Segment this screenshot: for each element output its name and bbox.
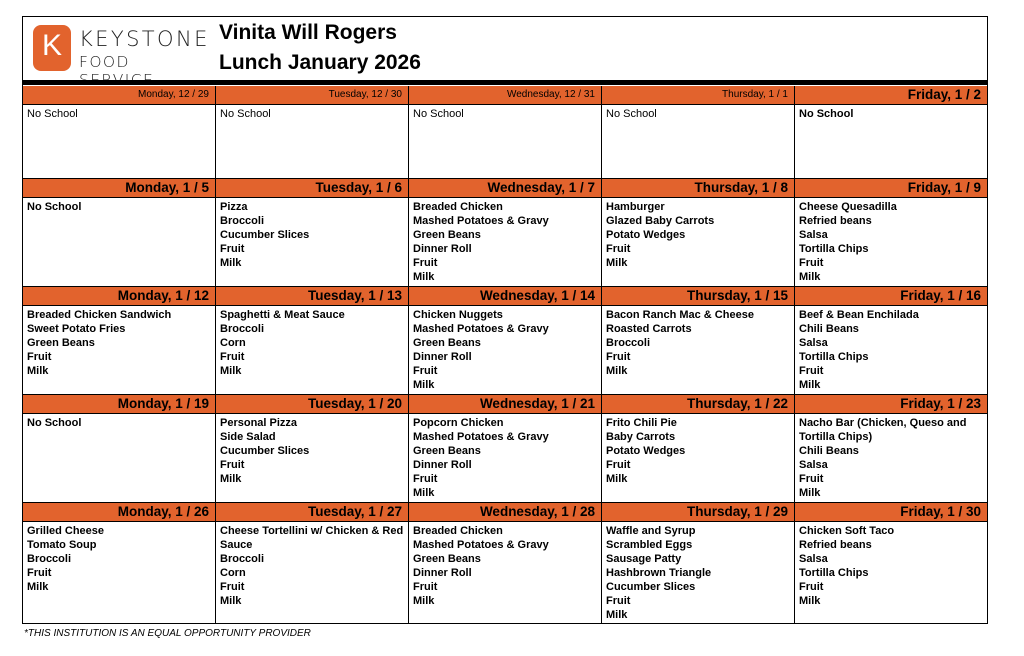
- day-cell: [409, 503, 602, 623]
- menu-item: Fruit: [799, 257, 824, 269]
- menu-item: Corn: [220, 337, 246, 349]
- menu-items: [602, 306, 794, 380]
- menu-items: [409, 306, 601, 394]
- menu-title: Lunch January 2026: [219, 51, 421, 74]
- menu-items: [602, 198, 794, 272]
- menu-item: Refried beans: [799, 539, 872, 551]
- week-row: [23, 287, 987, 395]
- day-header: Friday, 1 / 30: [795, 503, 987, 522]
- menu-items: [795, 198, 987, 286]
- menu-item: Sweet Potato Fries: [27, 323, 126, 335]
- menu-item: Frito Chili Pie: [606, 417, 677, 429]
- day-header: Friday, 1 / 9: [795, 179, 987, 198]
- menu-sheet: [22, 16, 988, 624]
- day-cell: [795, 503, 987, 623]
- menu-item: Milk: [606, 257, 628, 269]
- day-cell: [795, 395, 987, 503]
- week-row: [23, 86, 987, 179]
- menu-item: Nacho Bar (Chicken, Queso and Tortilla Chips): [799, 417, 967, 443]
- menu-item: Green Beans: [413, 337, 481, 349]
- menu-item: Bacon Ranch Mac & Cheese: [606, 309, 754, 321]
- day-cell: [409, 86, 602, 179]
- day-header: Thursday, 1 / 29: [602, 503, 794, 522]
- menu-item: Milk: [220, 257, 242, 269]
- menu-item: Tortilla Chips: [799, 567, 869, 579]
- menu-item: Salsa: [799, 337, 828, 349]
- menu-item: Waffle and Syrup: [606, 525, 696, 537]
- day-header: Wednesday, 1 / 14: [409, 287, 601, 306]
- menu-items: [23, 105, 215, 123]
- menu-item: Dinner Roll: [413, 243, 472, 255]
- school-name: Vinita Will Rogers: [219, 21, 397, 44]
- day-cell: [795, 287, 987, 395]
- menu-item: Chili Beans: [799, 445, 859, 457]
- day-cell: [216, 179, 409, 287]
- day-header: Monday, 1 / 19: [23, 395, 215, 414]
- menu-item: Breaded Chicken: [413, 201, 503, 213]
- menu-item: Milk: [413, 379, 435, 391]
- menu-item: Grilled Cheese: [27, 525, 105, 537]
- menu-item: Fruit: [606, 459, 631, 471]
- day-cell: [602, 86, 795, 179]
- menu-items: [409, 105, 601, 123]
- day-cell: [23, 503, 216, 623]
- menu-item: Beef & Bean Enchilada: [799, 309, 919, 321]
- menu-item: Milk: [799, 379, 821, 391]
- menu-item: Mashed Potatoes & Gravy: [413, 431, 549, 443]
- day-cell: [602, 179, 795, 287]
- menu-item: Salsa: [799, 553, 828, 565]
- day-cell: [409, 179, 602, 287]
- header: [23, 17, 987, 81]
- menu-item: No School: [220, 108, 271, 120]
- menu-item: Breaded Chicken Sandwich: [27, 309, 172, 321]
- menu-item: Dinner Roll: [413, 459, 472, 471]
- menu-items: [602, 414, 794, 488]
- menu-items: [602, 105, 794, 123]
- menu-item: Green Beans: [413, 553, 481, 565]
- menu-item: No School: [606, 108, 657, 120]
- menu-item: Milk: [799, 595, 821, 607]
- day-header: Thursday, 1 / 1: [602, 86, 794, 105]
- menu-item: Breaded Chicken: [413, 525, 503, 537]
- menu-item: Roasted Carrots: [606, 323, 692, 335]
- day-header: Wednesday, 1 / 28: [409, 503, 601, 522]
- day-cell: [216, 86, 409, 179]
- menu-item: Chili Beans: [799, 323, 859, 335]
- menu-item: Cucumber Slices: [220, 229, 310, 241]
- menu-item: Spaghetti & Meat Sauce: [220, 309, 345, 321]
- menu-item: Milk: [606, 609, 628, 621]
- menu-item: Milk: [413, 487, 435, 499]
- menu-item: Fruit: [220, 581, 245, 593]
- day-header: Thursday, 1 / 22: [602, 395, 794, 414]
- menu-item: Cucumber Slices: [220, 445, 310, 457]
- menu-item: Dinner Roll: [413, 351, 472, 363]
- menu-item: Milk: [220, 473, 242, 485]
- day-header: Thursday, 1 / 8: [602, 179, 794, 198]
- menu-item: Fruit: [220, 243, 245, 255]
- day-cell: [602, 395, 795, 503]
- menu-items: [795, 105, 987, 123]
- menu-item: Broccoli: [220, 553, 265, 565]
- menu-item: Fruit: [413, 473, 438, 485]
- day-header: Friday, 1 / 23: [795, 395, 987, 414]
- menu-item: Milk: [220, 365, 242, 377]
- menu-item: Refried beans: [799, 215, 872, 227]
- menu-item: Broccoli: [27, 553, 72, 565]
- day-cell: [216, 287, 409, 395]
- keystone-logo: [33, 24, 211, 74]
- menu-item: Pizza: [220, 201, 248, 213]
- menu-item: Side Salad: [220, 431, 276, 443]
- logo-line1: KEYSTONE: [79, 27, 210, 51]
- menu-item: Cucumber Slices: [606, 581, 696, 593]
- day-cell: [602, 287, 795, 395]
- day-header: Thursday, 1 / 15: [602, 287, 794, 306]
- logo-letter: K: [41, 29, 62, 62]
- menu-items: [23, 414, 215, 432]
- day-cell: [23, 86, 216, 179]
- day-cell: [409, 287, 602, 395]
- menu-item: Cheese Quesadilla: [799, 201, 897, 213]
- menu-item: Popcorn Chicken: [413, 417, 504, 429]
- menu-item: Cheese Tortellini w/ Chicken & Red Sauce: [220, 525, 404, 551]
- menu-item: Milk: [606, 365, 628, 377]
- menu-item: Tortilla Chips: [799, 351, 869, 363]
- menu-item: No School: [27, 417, 82, 429]
- menu-items: [23, 522, 215, 596]
- menu-item: Mashed Potatoes & Gravy: [413, 539, 549, 551]
- menu-item: Fruit: [413, 365, 438, 377]
- menu-item: Green Beans: [413, 229, 481, 241]
- day-cell: [216, 503, 409, 623]
- menu-item: Fruit: [606, 243, 631, 255]
- menu-items: [409, 414, 601, 502]
- day-header: Wednesday, 12 / 31: [409, 86, 601, 105]
- menu-item: Chicken Soft Taco: [799, 525, 895, 537]
- menu-item: Dinner Roll: [413, 567, 472, 579]
- day-cell: [216, 395, 409, 503]
- day-header: Tuesday, 12 / 30: [216, 86, 408, 105]
- day-header: Monday, 12 / 29: [23, 86, 215, 105]
- menu-item: Milk: [27, 365, 49, 377]
- menu-item: Potato Wedges: [606, 445, 686, 457]
- menu-item: Fruit: [606, 351, 631, 363]
- menu-item: Fruit: [220, 351, 245, 363]
- day-header: Monday, 1 / 12: [23, 287, 215, 306]
- menu-item: Hamburger: [606, 201, 665, 213]
- week-row: [23, 179, 987, 287]
- menu-items: [795, 306, 987, 394]
- menu-item: Milk: [27, 581, 49, 593]
- menu-item: Milk: [799, 487, 821, 499]
- menu-item: Fruit: [27, 567, 52, 579]
- menu-item: Milk: [413, 271, 435, 283]
- day-cell: [23, 395, 216, 503]
- day-header: Wednesday, 1 / 7: [409, 179, 601, 198]
- menu-items: [23, 306, 215, 380]
- menu-items: [216, 198, 408, 272]
- day-header: Tuesday, 1 / 6: [216, 179, 408, 198]
- menu-item: Milk: [413, 595, 435, 607]
- week-row: [23, 503, 987, 623]
- menu-item: Personal Pizza: [220, 417, 298, 429]
- menu-item: Fruit: [413, 257, 438, 269]
- day-header: Tuesday, 1 / 13: [216, 287, 408, 306]
- header-divider: [23, 80, 987, 85]
- day-cell: [795, 179, 987, 287]
- menu-items: [23, 198, 215, 216]
- day-cell: [23, 287, 216, 395]
- day-header: Monday, 1 / 26: [23, 503, 215, 522]
- menu-items: [409, 198, 601, 286]
- menu-item: Fruit: [799, 473, 824, 485]
- menu-item: Fruit: [799, 365, 824, 377]
- menu-items: [216, 522, 408, 610]
- day-header: Tuesday, 1 / 20: [216, 395, 408, 414]
- menu-item: Fruit: [27, 351, 52, 363]
- menu-item: Milk: [220, 595, 242, 607]
- menu-item: No School: [27, 201, 82, 213]
- logo-mark: [33, 25, 71, 71]
- menu-item: Broccoli: [220, 215, 265, 227]
- day-cell: [602, 503, 795, 623]
- menu-item: Milk: [606, 473, 628, 485]
- menu-item: Mashed Potatoes & Gravy: [413, 323, 549, 335]
- menu-item: No School: [413, 108, 464, 120]
- menu-item: Chicken Nuggets: [413, 309, 503, 321]
- menu-item: Broccoli: [606, 337, 651, 349]
- day-header: Friday, 1 / 16: [795, 287, 987, 306]
- menu-item: Mashed Potatoes & Gravy: [413, 215, 549, 227]
- menu-items: [795, 414, 987, 502]
- menu-item: Fruit: [413, 581, 438, 593]
- menu-items: [216, 306, 408, 380]
- week-row: [23, 395, 987, 503]
- menu-item: Green Beans: [27, 337, 95, 349]
- day-header: Tuesday, 1 / 27: [216, 503, 408, 522]
- menu-item: Broccoli: [220, 323, 265, 335]
- footer-note: *THIS INSTITUTION IS AN EQUAL OPPORTUNITY PROVIDER: [24, 628, 311, 639]
- day-cell: [409, 395, 602, 503]
- menu-item: No School: [27, 108, 78, 120]
- menu-items: [216, 414, 408, 488]
- menu-item: Glazed Baby Carrots: [606, 215, 715, 227]
- menu-item: Green Beans: [413, 445, 481, 457]
- menu-items: [602, 522, 794, 624]
- menu-items: [795, 522, 987, 610]
- menu-item: Tomato Soup: [27, 539, 97, 551]
- menu-item: Corn: [220, 567, 246, 579]
- menu-item: Tortilla Chips: [799, 243, 869, 255]
- menu-items: [409, 522, 601, 610]
- logo-line2: FOOD: [79, 53, 130, 71]
- menu-item: Fruit: [799, 581, 824, 593]
- day-header: Wednesday, 1 / 21: [409, 395, 601, 414]
- menu-item: Salsa: [799, 229, 828, 241]
- day-header: Monday, 1 / 5: [23, 179, 215, 198]
- menu-item: Milk: [799, 271, 821, 283]
- menu-item: Potato Wedges: [606, 229, 686, 241]
- day-cell: [795, 86, 987, 179]
- menu-item: Baby Carrots: [606, 431, 676, 443]
- menu-item: Hashbrown Triangle: [606, 567, 712, 579]
- menu-items: [216, 105, 408, 123]
- menu-item: Sausage Patty: [606, 553, 682, 565]
- menu-item: Salsa: [799, 459, 828, 471]
- menu-item: No School: [799, 108, 854, 120]
- day-header: Friday, 1 / 2: [795, 86, 987, 105]
- menu-item: Fruit: [606, 595, 631, 607]
- day-cell: [23, 179, 216, 287]
- menu-item: Fruit: [220, 459, 245, 471]
- menu-item: Scrambled Eggs: [606, 539, 693, 551]
